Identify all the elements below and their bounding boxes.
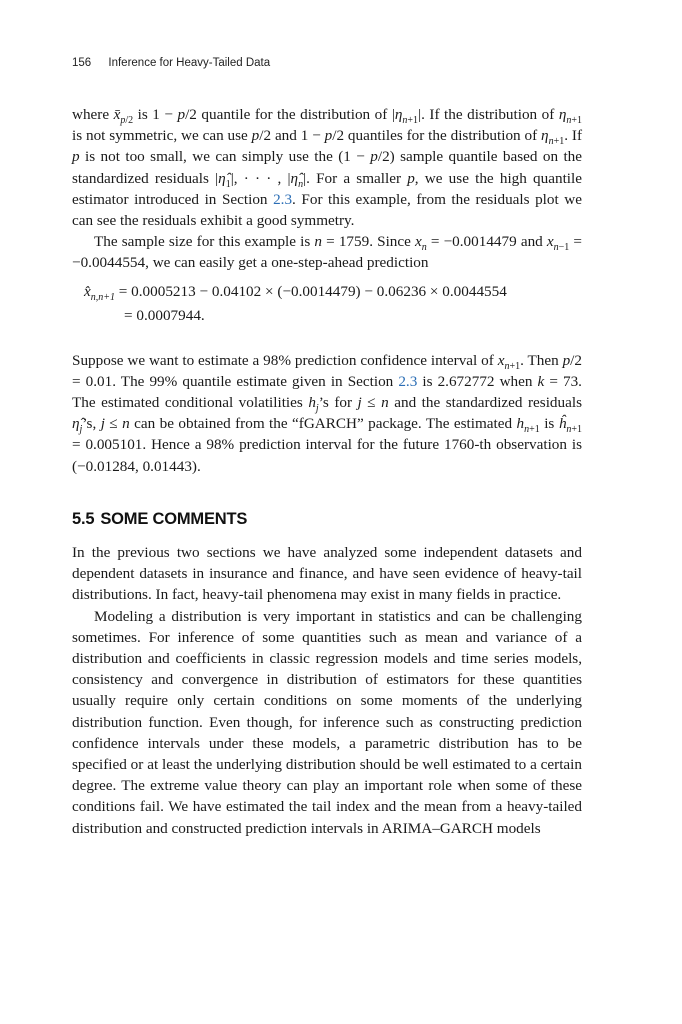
paragraph-4: In the previous two sections we have analyzed some independent datasets and dependent datasets in insurance and finance, and have seen evidence of heavy-tail distributions. In fact, heavy-tail phenomena may exist in many fields in practice.: [72, 544, 582, 604]
paragraph-2: The sample size for this example is n = 1759. Since $x_n = -0.0014479$ and $x_{n-1} = -0.0044554$, we can easily get a one-step-ahead prediction: [72, 233, 582, 272]
prediction-equation: [72, 281, 582, 335]
equation-line-2: = 0.0007944.: [124, 306, 205, 324]
page-body: [72, 104, 582, 839]
paragraph-5: Modeling a distribution is very important in statistics and can be challenging sometimes. For inference of some quantities such as mean and variance of a distribution and coefficients in classic regression models and time series models, consistency and convergence in distribution of estimators for these quantities usually require only certain conditions on some moments of the underlying distribution function. Even though, for inference such as constructing prediction confidence intervals under these models, a parametric distribution has to be specified or at least the underlying distribution should be well estimated to a certain degree. The extreme value theory can play an important role when some of these conditions fail. We have estimated the tail index and the mean from a heavy-tailed distribution and constructed prediction intervals in ARIMA–GARCH models: [72, 607, 582, 837]
paragraph-3: Suppose we want to estimate a 98% prediction confidence interval of $x_{n+1}$. Then p/2 = 0.01. The 99% quantile estimate given in Section 2.3 is 2.672772 when k = 73. The estimated conditional volatilities $h_j’s$ for j ≤ n and the standardized residuals $\etâ_j’s$, j ≤ n can be obtained from the “fGARCH” package. The estimated $h_{n+1}$ is $ĥ_{n+1} = 0.005101$. Hence a 98% prediction interval for the future 1760-th observation is (−0.01284, 0.01443).: [72, 351, 582, 475]
running-header: [72, 57, 270, 69]
equation-line-1: $x̂_{n,n+1} = 0.0005213 - 0.04102 \times (-0.0014479) - 0.06236 \times 0.0044554$: [84, 282, 507, 303]
section-heading: 5.5 SOME COMMENTS: [72, 509, 248, 528]
section-ref-link[interactable]: 2.3: [398, 372, 418, 390]
running-title: Inference for Heavy-Tailed Data: [108, 57, 271, 69]
page-number: 156: [72, 57, 92, 69]
section-ref-link[interactable]: 2.3: [273, 190, 293, 208]
paragraph-1: where $x̄_{p/2}$ is 1 − p/2 quantile for the distribution of $|\eta_{n+1}|$. If the distribution of $\eta_{n+1}$ is not symmetric, we can use p/2 and 1 − p/2 quantiles for the distribution of $\eta_{n+1}$. If p is not too small, we can simply use the (1 − p/2) sample quantile based on the standardized residuals $|\etâ_1|$, · · · , $|\etâ_n|$. For a smaller p, we use the high quantile estimator introduced in Section 2.3. For this example, from the residuals plot we can see the residuals exhibit a good symmetry.: [72, 106, 582, 230]
